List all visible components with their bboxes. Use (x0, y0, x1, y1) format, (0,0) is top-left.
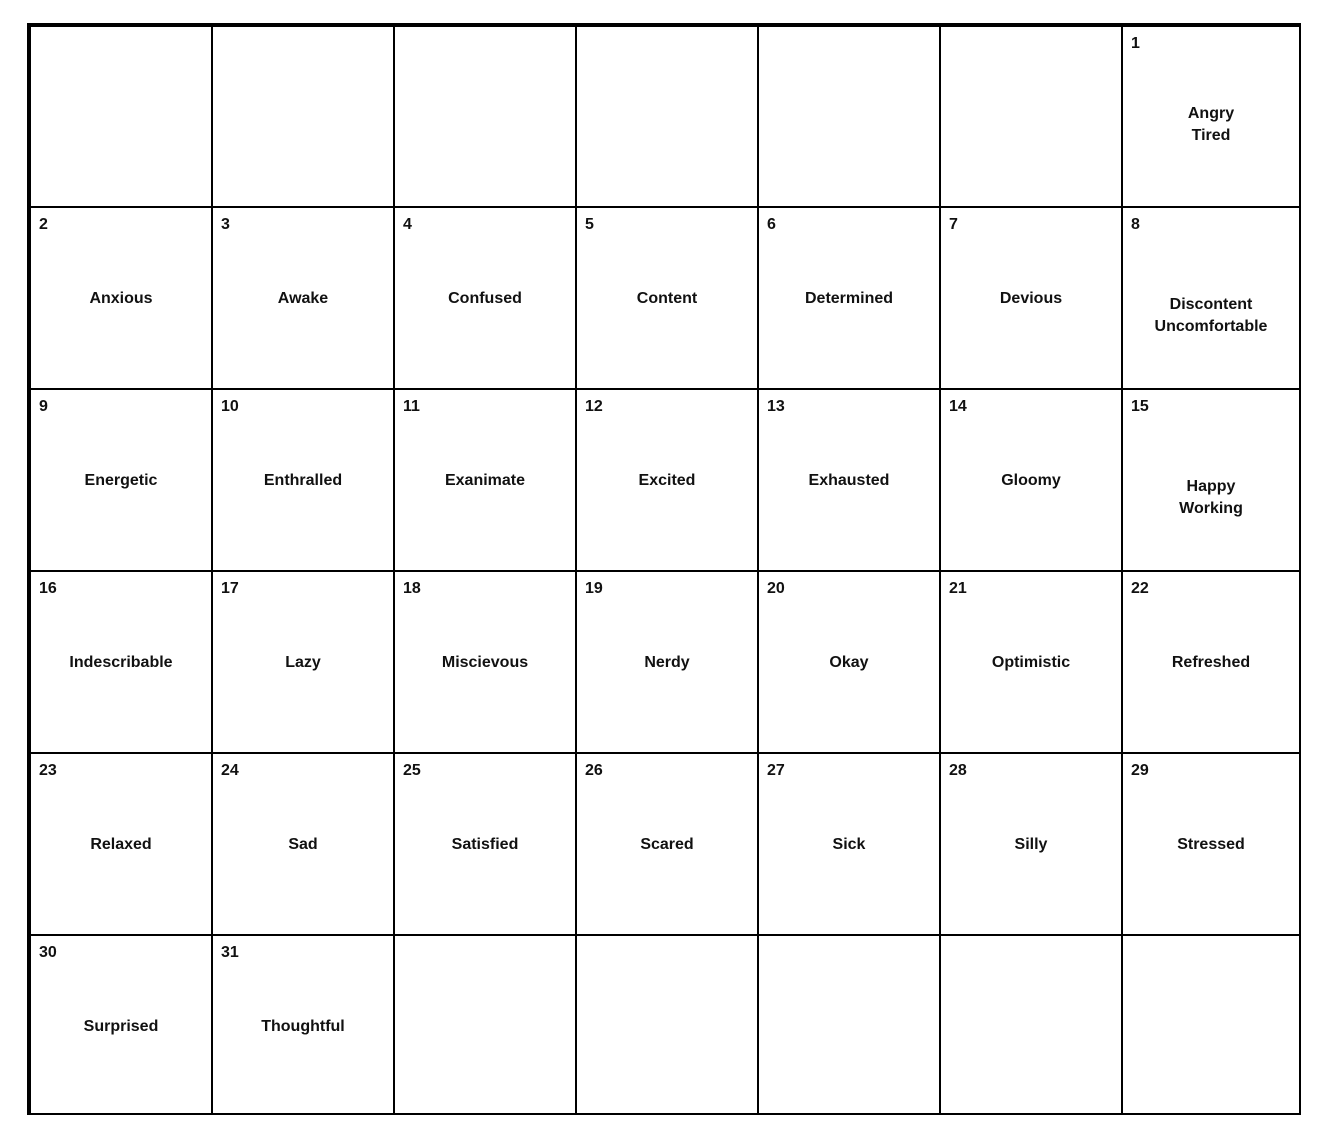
day-number: 29 (1131, 762, 1149, 779)
day-number: 9 (39, 398, 48, 415)
mood-word: Content (636, 290, 698, 307)
day-number: 1 (1131, 35, 1140, 52)
mood-word: Awake (277, 290, 329, 307)
calendar-day-30 (31, 936, 213, 1113)
mood-label (31, 834, 211, 856)
calendar-day-3 (213, 208, 395, 390)
calendar-day-29 (1123, 754, 1299, 936)
mood-word: Miscievous (441, 654, 529, 671)
calendar-day-4 (395, 208, 577, 390)
calendar-day-10 (213, 390, 395, 572)
mood-label (577, 652, 757, 674)
day-number: 8 (1131, 216, 1140, 233)
calendar-empty-cell (759, 936, 941, 1113)
mood-label (213, 288, 393, 310)
calendar-empty-cell (1123, 936, 1299, 1113)
mood-label (395, 470, 575, 492)
calendar-empty-cell (395, 27, 577, 208)
calendar-empty-cell (213, 27, 395, 208)
calendar-day-15 (1123, 390, 1299, 572)
mood-word: Stressed (1177, 836, 1245, 853)
calendar-day-27 (759, 754, 941, 936)
calendar-empty-cell (577, 936, 759, 1113)
mood-label (31, 288, 211, 310)
calendar-day-5 (577, 208, 759, 390)
day-number: 6 (767, 216, 776, 233)
mood-label (1123, 652, 1299, 674)
mood-label (941, 834, 1121, 856)
mood-label (31, 1016, 211, 1038)
mood-word: Happy (1186, 478, 1236, 495)
mood-word: Tired (1191, 127, 1231, 144)
mood-label (577, 834, 757, 856)
calendar-day-16 (31, 572, 213, 754)
mood-word: Lazy (285, 654, 321, 671)
calendar-empty-cell (395, 936, 577, 1113)
mood-word: Optimistic (991, 654, 1071, 671)
day-number: 17 (221, 580, 239, 597)
calendar-day-26 (577, 754, 759, 936)
mood-word: Satisfied (451, 836, 519, 853)
day-number: 19 (585, 580, 603, 597)
mood-word: Sad (288, 836, 318, 853)
calendar-day-21 (941, 572, 1123, 754)
mood-word: Gloomy (1001, 472, 1061, 489)
mood-label (1123, 103, 1299, 147)
calendar-day-23 (31, 754, 213, 936)
mood-word: Relaxed (90, 836, 152, 853)
mood-word: Determined (804, 290, 894, 307)
mood-label (941, 470, 1121, 492)
mood-word: Scared (640, 836, 694, 853)
day-number: 25 (403, 762, 421, 779)
day-number: 22 (1131, 580, 1149, 597)
mood-calendar-grid (27, 23, 1301, 1115)
calendar-day-8 (1123, 208, 1299, 390)
calendar-day-20 (759, 572, 941, 754)
mood-label (759, 470, 939, 492)
day-number: 11 (403, 398, 420, 415)
calendar-day-13 (759, 390, 941, 572)
mood-label (941, 652, 1121, 674)
mood-word: Refreshed (1171, 654, 1251, 671)
calendar-day-18 (395, 572, 577, 754)
calendar-day-25 (395, 754, 577, 936)
calendar-day-22 (1123, 572, 1299, 754)
mood-label (759, 288, 939, 310)
day-number: 20 (767, 580, 785, 597)
day-number: 30 (39, 944, 57, 961)
mood-label (395, 834, 575, 856)
day-number: 26 (585, 762, 603, 779)
day-number: 13 (767, 398, 785, 415)
mood-label (213, 470, 393, 492)
mood-word: Confused (448, 290, 522, 307)
day-number: 16 (39, 580, 57, 597)
day-number: 23 (39, 762, 57, 779)
mood-label (577, 288, 757, 310)
mood-label (213, 652, 393, 674)
mood-label (31, 652, 211, 674)
calendar-day-9 (31, 390, 213, 572)
mood-word: Okay (829, 654, 869, 671)
day-number: 14 (949, 398, 967, 415)
mood-label (759, 834, 939, 856)
day-number: 15 (1131, 398, 1149, 415)
mood-word: Working (1179, 500, 1243, 517)
mood-word: Nerdy (644, 654, 690, 671)
calendar-day-17 (213, 572, 395, 754)
calendar-day-19 (577, 572, 759, 754)
mood-word: Indescribable (69, 654, 173, 671)
day-number: 10 (221, 398, 239, 415)
mood-word: Anxious (89, 290, 153, 307)
mood-label (1123, 476, 1299, 520)
day-number: 28 (949, 762, 967, 779)
mood-word: Discontent (1169, 296, 1253, 313)
mood-label (577, 470, 757, 492)
calendar-day-31 (213, 936, 395, 1113)
mood-word: Silly (1014, 836, 1048, 853)
mood-word: Exanimate (444, 472, 526, 489)
mood-label (213, 834, 393, 856)
day-number: 5 (585, 216, 594, 233)
calendar-day-1 (1123, 27, 1299, 208)
mood-label (1123, 834, 1299, 856)
calendar-day-24 (213, 754, 395, 936)
mood-word: Exhausted (808, 472, 890, 489)
calendar-empty-cell (759, 27, 941, 208)
day-number: 4 (403, 216, 412, 233)
mood-label (213, 1016, 393, 1038)
day-number: 27 (767, 762, 785, 779)
mood-word: Uncomfortable (1154, 318, 1268, 335)
mood-word: Surprised (83, 1018, 159, 1035)
mood-label (395, 288, 575, 310)
mood-word: Enthralled (263, 472, 343, 489)
mood-label (1123, 294, 1299, 338)
day-number: 2 (39, 216, 48, 233)
mood-label (759, 652, 939, 674)
calendar-day-11 (395, 390, 577, 572)
mood-word: Energetic (84, 472, 158, 489)
day-number: 12 (585, 398, 603, 415)
calendar-day-2 (31, 208, 213, 390)
calendar-day-28 (941, 754, 1123, 936)
mood-label (31, 470, 211, 492)
calendar-day-12 (577, 390, 759, 572)
calendar-day-7 (941, 208, 1123, 390)
day-number: 7 (949, 216, 958, 233)
calendar-empty-cell (31, 27, 213, 208)
calendar-empty-cell (941, 936, 1123, 1113)
day-number: 3 (221, 216, 230, 233)
day-number: 21 (949, 580, 967, 597)
calendar-empty-cell (941, 27, 1123, 208)
calendar-empty-cell (577, 27, 759, 208)
day-number: 24 (221, 762, 239, 779)
mood-word: Devious (999, 290, 1063, 307)
mood-label (941, 288, 1121, 310)
calendar-day-14 (941, 390, 1123, 572)
mood-word: Angry (1187, 105, 1235, 122)
day-number: 18 (403, 580, 421, 597)
mood-label (395, 652, 575, 674)
mood-word: Sick (832, 836, 866, 853)
day-number: 31 (221, 944, 239, 961)
mood-word: Excited (638, 472, 696, 489)
calendar-day-6 (759, 208, 941, 390)
mood-word: Thoughtful (261, 1018, 345, 1035)
